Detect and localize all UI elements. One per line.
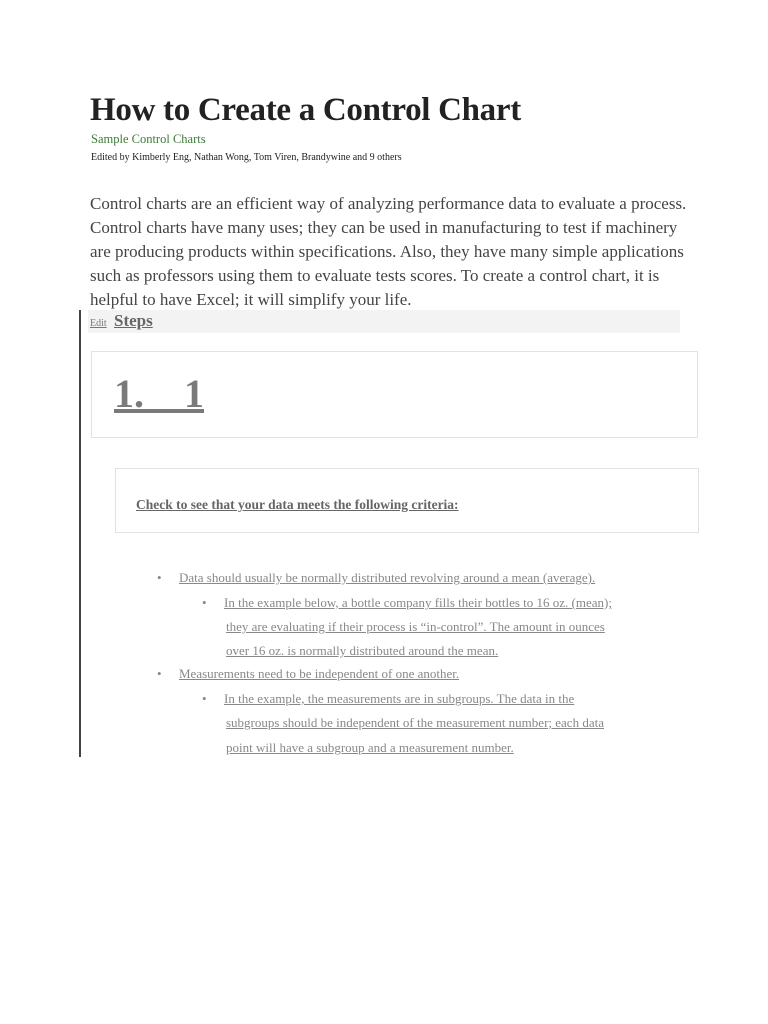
sub-item-line: over 16 oz. is normally distributed around the mean. [226,643,499,658]
steps-heading: Steps [114,311,153,330]
step-number-box [91,351,698,438]
step-number: 1. 1 [114,371,204,416]
sub-list-item [202,591,612,615]
left-rule [79,310,81,757]
editors-byline: Edited by Kimberly Eng, Nathan Wong, Tom Viren, Brandywine and 9 others [91,152,402,163]
edit-link[interactable]: Edit [90,318,107,329]
bullet-marker: • [157,570,162,585]
bullet-marker: • [157,666,162,681]
bullet-marker: • [202,691,207,706]
sub-item-line: point will have a subgroup and a measurement number. [226,740,514,755]
steps-header [88,310,680,333]
sub-item-text: In the example below, a bottle company fills their bottles to 16 oz. (mean); [224,595,612,610]
sub-item-line: they are evaluating if their process is “in-control”. The amount in ounces [226,619,605,634]
sample-charts-link[interactable]: Sample Control Charts [91,132,206,146]
sub-list-item [202,687,574,711]
list-item-text: Measurements need to be independent of one another. [179,666,460,681]
sub-item-line: subgroups should be independent of the measurement number; each data [226,715,604,730]
sub-item-text: In the example, the measurements are in subgroups. The data in the [224,691,575,706]
criteria-box [115,468,699,533]
criteria-heading: Check to see that your data meets the following criteria: [136,497,459,512]
article-title: How to Create a Control Chart [90,92,521,128]
intro-paragraph: Control charts are an efficient way of analyzing performance data to evaluate a process. Control charts have many uses; they can be used in manufacturing to test if machinery are producing products within specifications. Also, they have many simple applications such as professors using them to evaluate tests scores. To create a control chart, it is helpful to have Excel; it will simplify your life. [90,194,687,309]
list-item-text: Data should usually be normally distributed revolving around a mean (average). [179,570,596,585]
bullet-marker: • [202,595,207,610]
list-item [157,566,595,590]
list-item [157,662,459,686]
